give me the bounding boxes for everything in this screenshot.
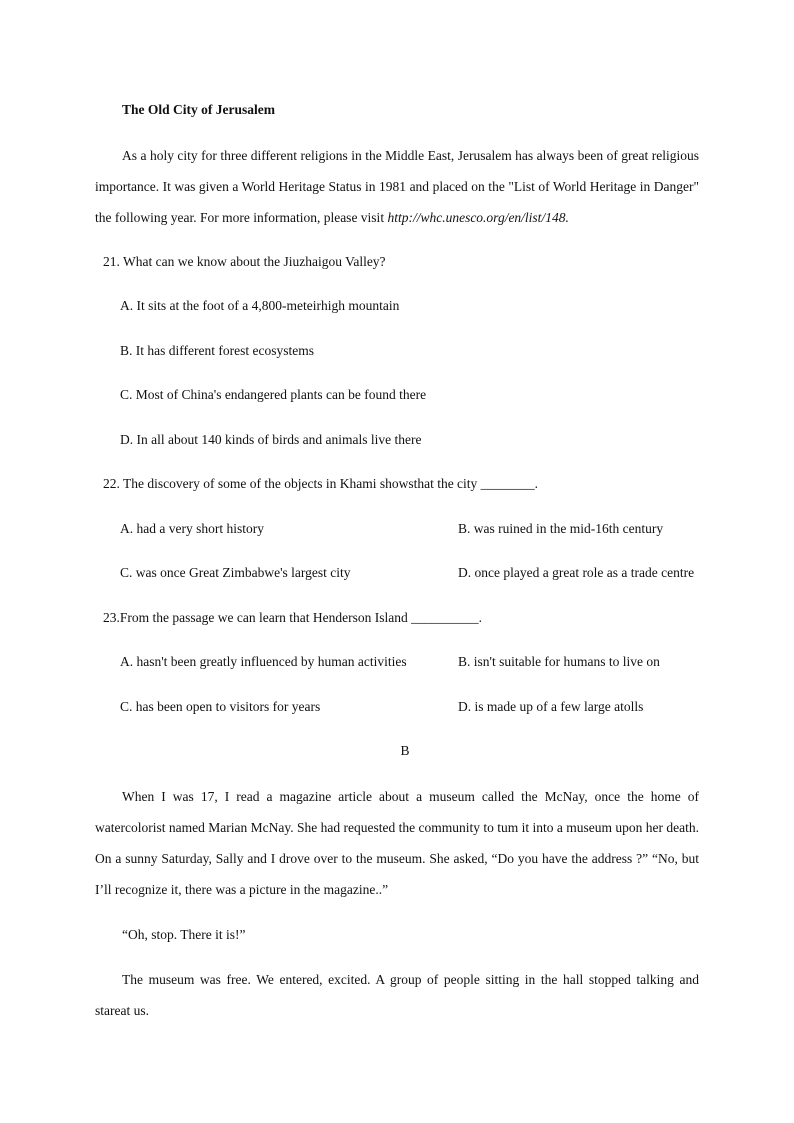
question-23-option-c[interactable]: C. has been open to visitors for years — [120, 699, 321, 714]
question-23-option-d[interactable]: D. is made up of a few large atolls — [458, 699, 644, 714]
question-23-option-a[interactable]: A. hasn't been greatly influenced by human activities — [120, 654, 407, 669]
question-22-option-c[interactable]: C. was once Great Zimbabwe's largest city — [120, 565, 351, 580]
info-link[interactable]: http://whc.unesco.org/en/list/148. — [387, 210, 569, 225]
section-b-paragraph-3: The museum was free. We entered, excited. A group of people sitting in the hall stopped talking and stareat us. — [95, 972, 699, 1018]
section-b-paragraph-2: “Oh, stop. There it is!” — [122, 927, 246, 942]
section-b-label: B — [400, 743, 410, 758]
passage-a-text — [95, 140, 699, 233]
question-21-option-d[interactable]: D. In all about 140 kinds of birds and animals live there — [120, 432, 422, 447]
question-21-option-a[interactable]: A. It sits at the foot of a 4,800-meteirhigh mountain — [120, 298, 400, 313]
question-22-option-b[interactable]: B. was ruined in the mid-16th century — [458, 521, 664, 536]
question-21-option-c[interactable]: C. Most of China's endangered plants can be found there — [120, 387, 427, 402]
question-21-stem: 21. What can we know about the Jiuzhaigou Valley? — [103, 254, 386, 269]
passage-a-body: As a holy city for three different religions in the Middle East, Jerusalem has always been of great religious importance. It was given a World Heritage Status in 1981 and placed on the "List of World Heritage in Danger" the following year. For more information, please visit — [95, 148, 699, 225]
question-23-option-b[interactable]: B. isn't suitable for humans to live on — [458, 654, 660, 669]
question-21-option-b[interactable]: B. It has different forest ecosystems — [120, 343, 314, 358]
question-22-option-a[interactable]: A. had a very short history — [120, 521, 264, 536]
section-b-paragraph-1: When I was 17, I read a magazine article about a museum called the McNay, once the home of watercolorist named Marian McNay. She had requested the community to tum it into a museum upon her death. On a sunny Saturday, Sally and I drove over to the museum. She asked, “Do you have the address ?” “No, but I’ll recognize it, there was a picture in the magazine..” — [95, 789, 699, 897]
passage-title: The Old City of Jerusalem — [122, 102, 275, 117]
question-23-stem: 23.From the passage we can learn that Henderson Island __________. — [103, 610, 483, 625]
question-22-stem: 22. The discovery of some of the objects in Khami showsthat the city ________. — [103, 476, 539, 491]
question-22-option-d[interactable]: D. once played a great role as a trade centre — [458, 565, 695, 580]
